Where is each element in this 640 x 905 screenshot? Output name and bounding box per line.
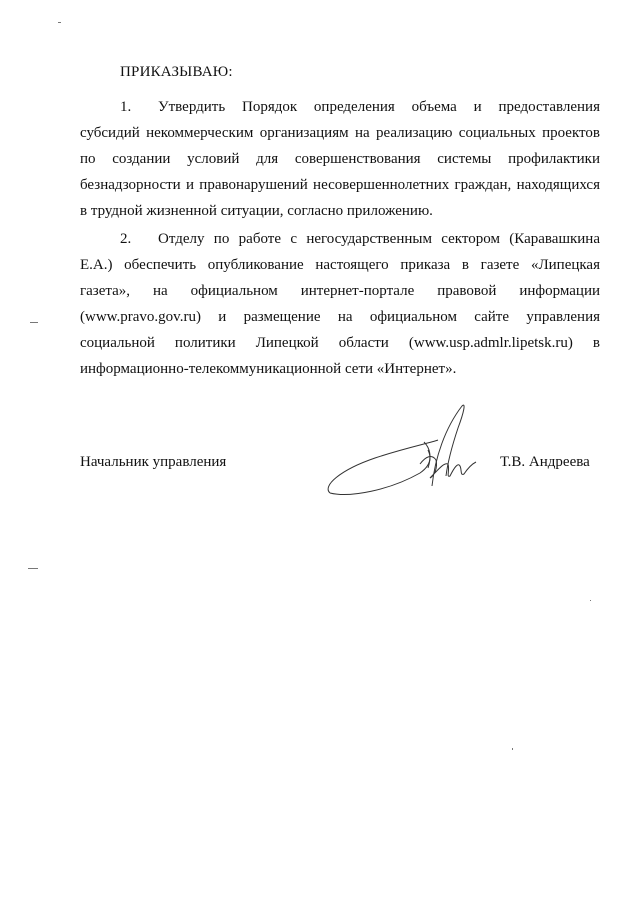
- scan-speck: [58, 22, 61, 23]
- scan-speck: [28, 568, 38, 569]
- item-2-line-3: газета», на официальном интернет-портале правовой информации: [80, 283, 600, 299]
- item-2-line-6: информационно-телекоммуникационной сети «Интернет».: [80, 361, 457, 377]
- scan-speck: [512, 748, 513, 750]
- item-1-line-4: безнадзорности и правонарушений несовершеннолетних граждан, находящихся: [80, 177, 600, 193]
- order-item-2: [80, 226, 600, 382]
- signer-name: Т.В. Андреева: [500, 454, 590, 470]
- item-1-line-5: в трудной жизненной ситуации, согласно приложению.: [80, 203, 433, 219]
- item-2-number: 2.: [120, 231, 132, 247]
- item-2-line-2: Е.А.) обеспечить опубликование настоящего приказа в газете «Липецкая: [80, 257, 600, 273]
- signer-position: Начальник управления: [80, 454, 227, 470]
- item-2-line-4: (www.pravo.gov.ru) и размещение на официальном сайте управления: [80, 309, 600, 325]
- item-2-line-1: [80, 226, 600, 252]
- item-2-line-1-text: Отделу по работе с негосударственным сектором (Каравашкина: [158, 231, 600, 247]
- order-heading: ПРИКАЗЫВАЮ:: [120, 64, 233, 80]
- scan-speck: [30, 322, 38, 323]
- item-1-line-1: [80, 94, 600, 120]
- item-1-line-1-text: Утвердить Порядок определения объема и предоставления: [158, 99, 600, 115]
- handwritten-signature: [320, 398, 480, 508]
- order-item-1: [80, 94, 600, 224]
- item-1-number: 1.: [120, 99, 132, 115]
- item-1-line-3: по создании условий для совершенствования системы профилактики: [80, 151, 600, 167]
- scan-speck: [590, 600, 591, 601]
- item-1-line-2: субсидий некоммерческим организациям на реализацию социальных проектов: [80, 125, 600, 141]
- item-2-line-5: социальной политики Липецкой области (www.usp.admlr.lipetsk.ru) в: [80, 335, 600, 351]
